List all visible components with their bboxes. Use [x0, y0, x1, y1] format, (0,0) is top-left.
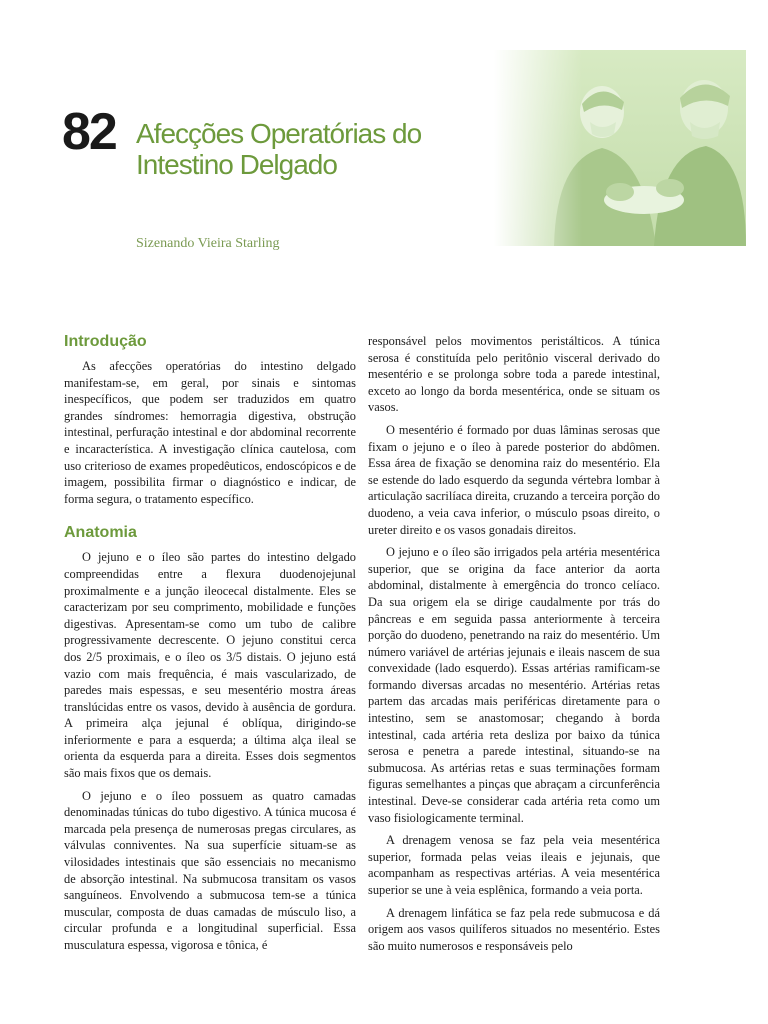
paragraph: O mesentério é formado por duas lâminas serosas que fixam o jejuno e o íleo à parede posterior do abdômen. Essa área de fixação se denomina raiz do mesentério. Ela se estende do lado esquerdo da segunda vértebra lombar à articulação sacrilíaca direita, cruzando a terceira porção do duodeno, a veia cava inferior, o músculo psoas direito, o ureter direito e os vasos gonadais direitos.	[368, 422, 660, 537]
left-column	[64, 332, 356, 960]
paragraph: O jejuno e o íleo são irrigados pela artéria mesentérica superior, que se origina da face anterior da aorta abdominal, distalmente à emergência do tronco celíaco. Da sua origem ela se dirige caudalmente por trás do pâncreas e em seguida passa anteriormente à terceira porção do duodeno, penetrando na raiz do mesentério. Um número variável de artérias jejunais e ileais nascem de sua convexidade (lado esquerdo). Essas artérias ramificam-se formando diversas arcadas no mesentério. Artérias retas partem das arcadas mais periféricas diretamente para o intestino, sem se anastomosar; chegando à borda intestinal, cada artéria reta desliza por baixo da túnica serosa e penetra a parede intestinal, situando-se na submucosa. As artérias retas e suas terminações formam figuras semelhantes a pinças que abraçam a circunferência intestinal. Deve-se considerar cada artéria reta como um vaso fisiologicamente terminal.	[368, 545, 660, 825]
surgeons-photo	[494, 50, 746, 246]
paragraph: As afecções operatórias do intestino delgado manifestam-se, em geral, por sinais e sintomas inespecíficos, que podem ser traduzidos em quatro grandes síndromes: hemorragia digestiva, obstrução intestinal, perfuração intestinal e dor abdominal recorrente e incaracterística. A investigação clínica cautelosa, com uso criterioso de exames propedêuticos, endoscópicos e de imagem, possibilita firmar o diagnóstico e indicar, de forma segura, o tratamento específico.	[64, 359, 356, 506]
chapter-number: 82	[62, 103, 116, 161]
section-heading-anatomia: Anatomia	[64, 524, 137, 542]
chapter-author: Sizenando Vieira Starling	[136, 236, 280, 251]
paragraph-continuation: responsável pelos movimentos peristálticos. A túnica serosa é constituída pelo peritônio visceral derivado do mesentério e se prolonga sobre toda a parede intestinal, exceto ao longo da borda mesentérica, onde se situam os vasos.	[368, 334, 660, 415]
paragraph: O jejuno e o íleo possuem as quatro camadas denominadas túnicas do tubo digestivo. A túnica mucosa é marcada pela presença de numerosas pregas circulares, as válvulas conniventes. Na sua superfície situam-se as vilosidades intestinais que são essenciais no mecanismo de absorção intestinal. Na submucosa transitam os vasos sanguíneos. Envolvendo a submucosa tem-se a túnica muscular, composta de duas camadas de músculo liso, a circular profunda e a longitudinal superficial. Essa musculatura espessa, vigorosa e tônica, é	[64, 788, 356, 952]
section-heading-introducao: Introdução	[64, 333, 147, 350]
chapter-title: Afecções Operatórias do Intestino Delgado	[136, 118, 422, 180]
right-column	[368, 333, 660, 960]
paragraph: A drenagem linfática se faz pela rede submucosa e dá origem aos vasos quilíferos situados no mesentério. Estes são muito numerosos e responsáveis pelo	[368, 905, 660, 953]
paragraph: O jejuno e o íleo são partes do intestino delgado compreendidas entre a flexura duodenojejunal proximalmente e a junção ileocecal distalmente. Eles se caracterizam por seu comprimento, mobilidade e funções digestivas. Apresentam-se como um tubo de calibre progressivamente decrescente. O jejuno constitui cerca dos 2/5 proximais, e o íleo os 3/5 distais. O jejuno está vazio com mais frequência, é mais vascularizado, de paredes mais espessas, e seu mesentério mostra áreas translúcidas entre os vasos, devido à ausência de gordura. A primeira alça jejunal é oblíqua, dirigindo-se inferiormente e para a esquerda; a última alça ileal se orienta da esquerda para a direita. Esses dois segmentos são mais fixos que os demais.	[64, 550, 356, 781]
paragraph: A drenagem venosa se faz pela veia mesentérica superior, formada pelas veias ileais e jejunais, que acompanham as respectivas artérias. A veia mesentérica superior se une à veia esplênica, formando a veia porta.	[368, 833, 660, 897]
